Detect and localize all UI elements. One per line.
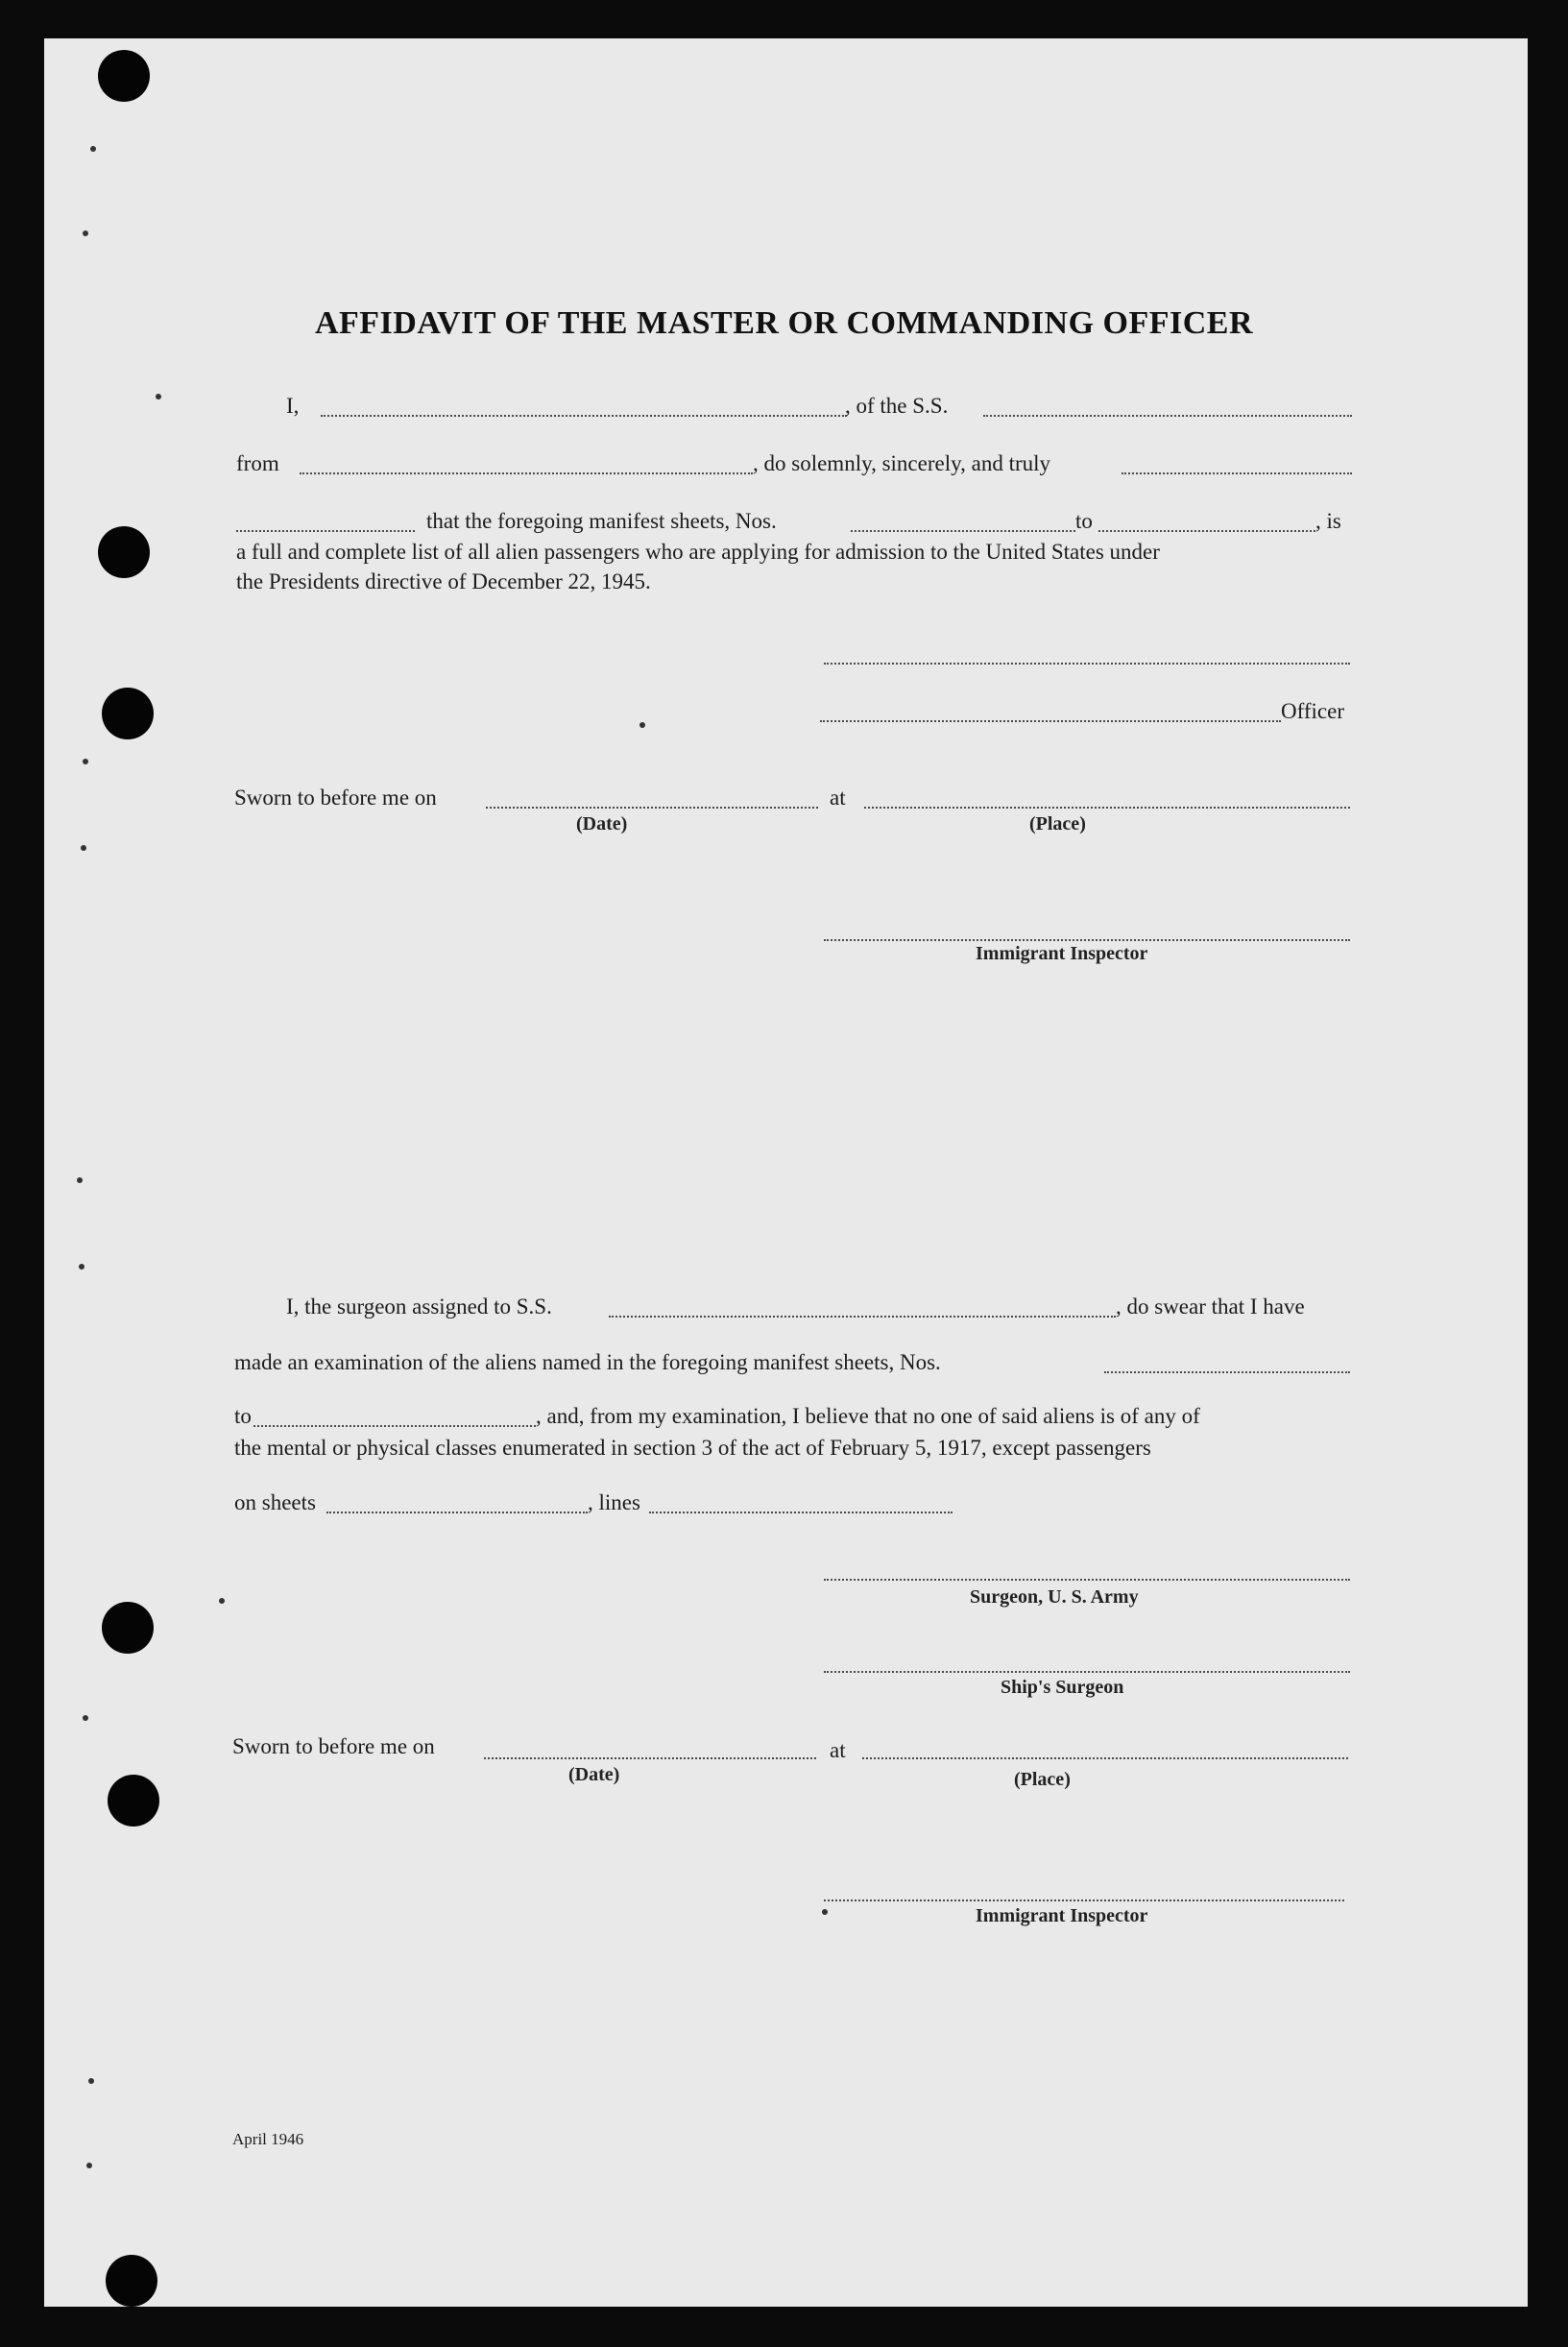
punch-hole — [102, 688, 154, 739]
lines-label: , lines — [588, 1490, 640, 1514]
swear-affirm-field[interactable] — [236, 530, 415, 532]
at-label: at — [830, 1738, 846, 1762]
master-name-field[interactable] — [321, 415, 847, 417]
inspector-caption: Immigrant Inspector — [976, 943, 1148, 964]
scan-speck — [83, 759, 88, 764]
date-caption: (Date) — [568, 1764, 620, 1785]
ship-name-field[interactable] — [983, 415, 1352, 417]
from-port-field[interactable] — [300, 472, 753, 474]
sworn-label: Sworn to before me on — [234, 786, 437, 810]
sworn-date-field[interactable] — [486, 807, 818, 809]
solemnly-text: , do solemnly, sincerely, and truly — [753, 451, 1051, 475]
scan-speck — [822, 1909, 828, 1915]
declaration-field[interactable] — [1122, 472, 1352, 474]
army-surgeon-signature-field[interactable] — [824, 1579, 1350, 1581]
place-caption: (Place) — [1014, 1769, 1071, 1790]
scan-speck — [86, 2163, 92, 2168]
officer-label: Officer — [1281, 699, 1344, 723]
surgeon-ship-field[interactable] — [609, 1316, 1116, 1318]
paragraph-line-1: a full and complete list of all alien passengers who are applying for admission to the United States under — [236, 540, 1160, 564]
form-title: AFFIDAVIT OF THE MASTER OR COMMANDING OFFICER — [314, 305, 1254, 341]
punch-hole — [98, 526, 150, 578]
place-caption: (Place) — [1029, 813, 1086, 835]
inspector-signature-field[interactable] — [824, 939, 1350, 941]
inspector-caption: Immigrant Inspector — [976, 1905, 1148, 1926]
to-label: to — [1075, 509, 1093, 533]
scan-speck — [90, 146, 96, 152]
form-date: April 1946 — [232, 2130, 304, 2148]
punch-hole — [106, 2255, 157, 2307]
examination-text: made an examination of the aliens named in the foregoing manifest sheets, Nos. — [234, 1350, 941, 1374]
from-label: from — [236, 451, 279, 475]
ships-surgeon-caption: Ship's Surgeon — [1001, 1677, 1124, 1698]
mental-classes-text: the mental or physical classes enumerated in section 3 of the act of February 5, 1917, except passengers — [234, 1436, 1151, 1460]
except-sheets-field[interactable] — [326, 1512, 588, 1513]
except-lines-field[interactable] — [649, 1512, 953, 1513]
form-sheet — [44, 38, 1528, 2307]
surgeon-intro: I, the surgeon assigned to S.S. — [286, 1294, 552, 1319]
on-sheets-label: on sheets — [234, 1490, 316, 1514]
ships-surgeon-signature-field[interactable] — [824, 1671, 1350, 1673]
punch-hole — [108, 1775, 159, 1827]
sworn-place-field[interactable] — [862, 1757, 1348, 1759]
sworn-date-field[interactable] — [484, 1757, 816, 1759]
scan-speck — [83, 230, 88, 236]
scan-speck — [88, 2078, 94, 2084]
to-label: to — [234, 1404, 252, 1428]
scan-speck — [79, 1264, 84, 1270]
scan-speck — [81, 845, 86, 851]
officer-signature-field[interactable] — [820, 720, 1281, 722]
scan-speck — [639, 722, 645, 728]
inspector-signature-field[interactable] — [824, 1899, 1344, 1901]
sheet-to-field[interactable] — [1098, 530, 1315, 532]
signature-line[interactable] — [824, 663, 1350, 665]
of-ss-label: , of the S.S. — [845, 394, 949, 418]
scan-speck — [156, 394, 161, 399]
army-surgeon-caption: Surgeon, U. S. Army — [970, 1586, 1139, 1608]
exam-sheet-to-field[interactable] — [253, 1425, 536, 1427]
is-label: , is — [1315, 509, 1341, 533]
exam-sheet-from-field[interactable] — [1104, 1371, 1350, 1373]
punch-hole — [98, 50, 150, 102]
scan-speck — [77, 1177, 83, 1183]
sheet-from-field[interactable] — [851, 530, 1075, 532]
punch-hole — [102, 1602, 154, 1654]
i-label: I, — [286, 394, 300, 418]
date-caption: (Date) — [576, 813, 628, 835]
scan-speck — [219, 1598, 225, 1604]
swear-text: , do swear that I have — [1116, 1294, 1305, 1319]
paragraph-line-2: the Presidents directive of December 22, 1945. — [236, 569, 651, 593]
foregoing-text: that the foregoing manifest sheets, Nos. — [426, 509, 777, 533]
at-label: at — [830, 786, 846, 810]
sworn-label: Sworn to before me on — [232, 1734, 435, 1758]
and-from-text: , and, from my examination, I believe that no one of said aliens is of any of — [536, 1404, 1200, 1428]
sworn-place-field[interactable] — [864, 807, 1350, 809]
scan-speck — [83, 1715, 88, 1721]
